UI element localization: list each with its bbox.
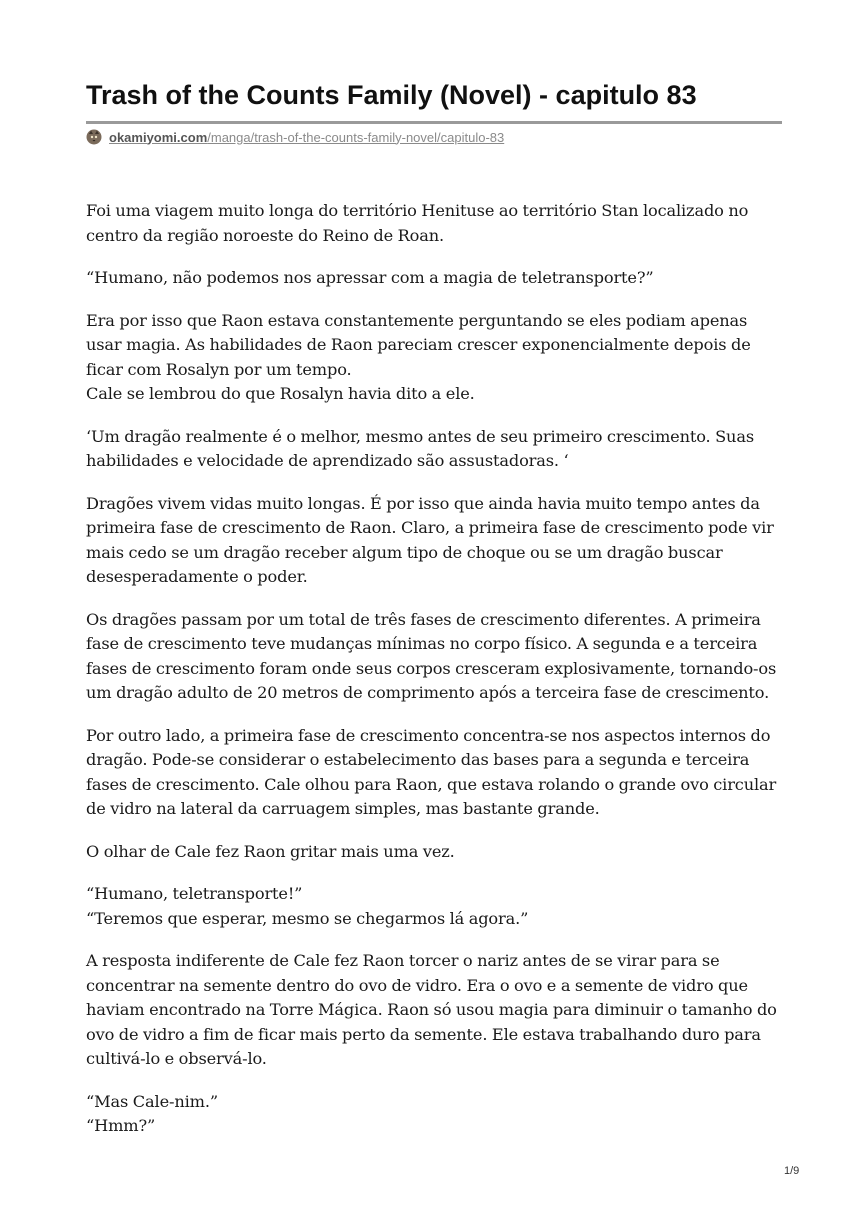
paragraph: [86, 1090, 786, 1139]
page-title: Trash of the Counts Family (Novel) - capitulo 83: [86, 80, 697, 110]
source-link[interactable]: [109, 130, 504, 145]
paragraph: [86, 724, 786, 822]
title-divider: [86, 121, 782, 124]
page-number: 1/9: [784, 1165, 800, 1177]
paragraph-line: Por outro lado, a primeira fase de crescimento concentra-se nos aspectos internos do dragão. Pode-se considerar o estabelecimento das bases para a segunda e terceira fases de crescimento. Cale olhou para Raon, que estava rolando o grande ovo circular de vidro na lateral da carruagem simples, mas bastante grande.: [86, 725, 777, 818]
paragraph-line: Dragões vivem vidas muito longas. É por isso que ainda havia muito tempo antes da primeira fase de crescimento de Raon. Claro, a primeira fase de crescimento pode vir mais cedo se um dragão receber algum tipo de choque ou se um dragão buscar desesperadamente o poder.: [86, 493, 774, 586]
paragraph-line: Os dragões passam por um total de três fases de crescimento diferentes. A primeira fase de crescimento teve mudanças mínimas no corpo físico. A segunda e a terceira fases de crescimento foram onde seus corpos cresceram explosivamente, tornando-os um dragão adulto de 20 metros de comprimento após a terceira fase de crescimento.: [86, 609, 777, 702]
paragraph-line: Era por isso que Raon estava constantemente perguntando se eles podiam apenas usar magia. As habilidades de Raon pareciam crescer exponencialmente depois de ficar com Rosalyn por um tempo.: [86, 310, 751, 379]
wolf-favicon-icon: [86, 129, 102, 145]
paragraph: [86, 199, 786, 248]
paragraph: [86, 266, 786, 291]
paragraph: [86, 425, 786, 474]
paragraph-line: “Hmm?”: [86, 1116, 156, 1135]
paragraph-line: Foi uma viagem muito longa do território Henituse ao território Stan localizado no centro da região noroeste do Reino de Roan.: [86, 201, 749, 245]
paragraph-line: ‘Um dragão realmente é o melhor, mesmo antes de seu primeiro crescimento. Suas habilidades e velocidade de aprendizado são assustadoras. ‘: [86, 426, 754, 470]
paragraph: [86, 840, 786, 865]
source-path: /manga/trash-of-the-counts-family-novel/capitulo-83: [207, 129, 505, 145]
paragraph: [86, 309, 786, 407]
paragraph-line: “Mas Cale-nim.”: [86, 1091, 218, 1111]
paragraph-line: O olhar de Cale fez Raon gritar mais uma vez.: [86, 841, 455, 861]
paragraph-line: “Humano, não podemos nos apressar com a magia de teletransporte?”: [86, 268, 654, 287]
paragraph: [86, 949, 786, 1072]
paragraph: [86, 608, 786, 706]
paragraph-line: “Teremos que esperar, mesmo se chegarmos lá agora.”: [86, 908, 529, 928]
source-url[interactable]: [86, 127, 504, 147]
paragraph: [86, 492, 786, 590]
paragraph: [86, 882, 786, 931]
paragraph-line: A resposta indiferente de Cale fez Raon torcer o nariz antes de se virar para se concentrar na semente dentro do ovo de vidro. Era o ovo e a semente de vidro que haviam encontrado na Torre Mágica. Raon só usou magia para diminuir o tamanho do ovo de vidro a fim de ficar mais perto da semente. Ele estava trabalhando duro para cultivá-lo e observá-lo.: [86, 951, 777, 1068]
article-body: [86, 199, 786, 1157]
source-domain: okamiyomi.com: [109, 129, 208, 145]
paragraph-line: Cale se lembrou do que Rosalyn havia dito a ele.: [86, 384, 475, 403]
paragraph-line: “Humano, teletransporte!”: [86, 884, 303, 903]
